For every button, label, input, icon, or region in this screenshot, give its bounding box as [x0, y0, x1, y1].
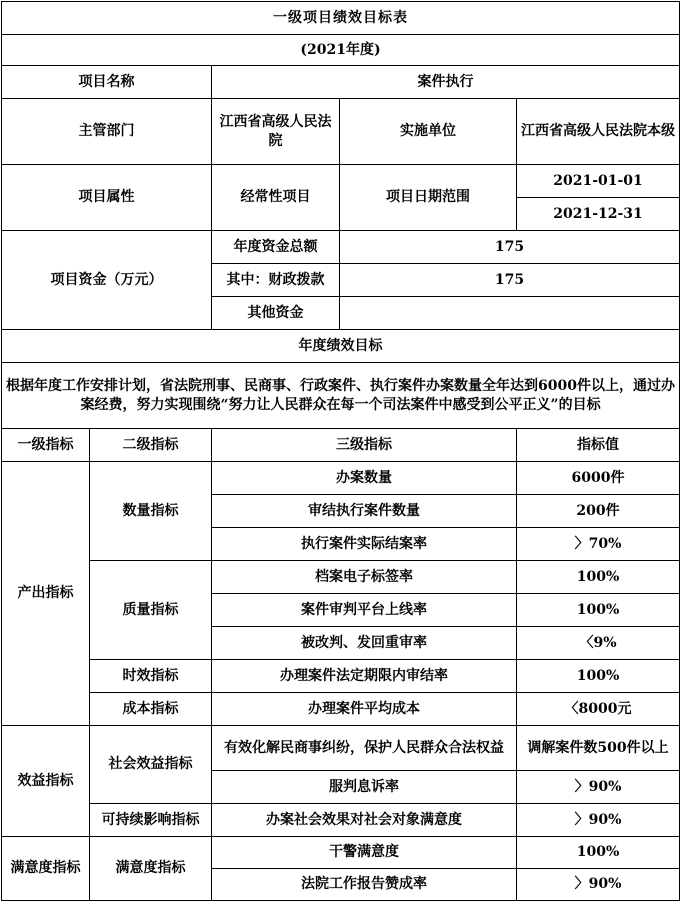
impl-label: 实施单位	[340, 99, 517, 165]
indicator-name: 档案电子标签率	[212, 561, 517, 594]
performance-goal-table	[1, 1, 680, 901]
header-level3: 三级指标	[212, 429, 517, 462]
fund-fiscal-label: 其中：财政拨款	[212, 264, 340, 297]
indicator-value: 200件	[517, 495, 680, 528]
impl-value: 江西省高级人民法院本级	[517, 99, 680, 165]
indicator-value: 100%	[517, 594, 680, 627]
indicator-value: 〉90%	[517, 804, 680, 837]
goal-text: 根据年度工作安排计划，省法院刑事、民商事、行政案件、执行案件办案数量全年达到6000件以上，通过办案经费，努力实现围绕“努力让人民群众在每一个司法案件中感受到公平正义”的目标	[2, 363, 680, 429]
indicator-name: 办理案件平均成本	[212, 693, 517, 726]
indicator-name: 服判息诉率	[212, 771, 517, 804]
indicator-name: 被改判、发回重审率	[212, 627, 517, 660]
table-title: 一级项目绩效目标表	[2, 2, 680, 35]
indicator-value: 〉90%	[517, 771, 680, 804]
dept-value: 江西省高级人民法院	[212, 99, 340, 165]
date-range-label: 项目日期范围	[340, 165, 517, 231]
header-level1: 一级指标	[2, 429, 90, 462]
indicator-value: 6000件	[517, 462, 680, 495]
level1-benefit: 效益指标	[2, 726, 90, 837]
indicator-name: 有效化解民商事纠纷，保护人民群众合法权益	[212, 726, 517, 771]
indicator-name: 办理案件法定期限内审结率	[212, 660, 517, 693]
indicator-name: 法院工作报告赞成率	[212, 869, 517, 901]
indicator-value: 〉70%	[517, 528, 680, 561]
goal-heading: 年度绩效目标	[2, 330, 680, 363]
level2-quantity: 数量指标	[90, 462, 212, 561]
attr-label: 项目属性	[2, 165, 212, 231]
indicator-value: 100%	[517, 837, 680, 869]
indicator-value: 〈9%	[517, 627, 680, 660]
fund-other-label: 其他资金	[212, 297, 340, 330]
indicator-name: 干警满意度	[212, 837, 517, 869]
level2-quality: 质量指标	[90, 561, 212, 660]
header-value: 指标值	[517, 429, 680, 462]
level2-timeliness: 时效指标	[90, 660, 212, 693]
indicator-name: 执行案件实际结案率	[212, 528, 517, 561]
level2-social: 社会效益指标	[90, 726, 212, 804]
indicator-name: 办案社会效果对社会对象满意度	[212, 804, 517, 837]
indicator-name: 办案数量	[212, 462, 517, 495]
level2-satisfaction: 满意度指标	[90, 837, 212, 901]
level1-output: 产出指标	[2, 462, 90, 726]
indicator-value: 100%	[517, 660, 680, 693]
level2-sustainable: 可持续影响指标	[90, 804, 212, 837]
indicator-value: 〉90%	[517, 869, 680, 901]
indicator-value: 〈8000元	[517, 693, 680, 726]
project-name-value: 案件执行	[212, 66, 680, 99]
level2-cost: 成本指标	[90, 693, 212, 726]
fund-label: 项目资金（万元）	[2, 231, 212, 330]
fund-total-label: 年度资金总额	[212, 231, 340, 264]
indicator-value: 100%	[517, 561, 680, 594]
indicator-name: 审结执行案件数量	[212, 495, 517, 528]
indicator-name: 案件审判平台上线率	[212, 594, 517, 627]
date-end: 2021-12-31	[517, 198, 680, 231]
indicator-value: 调解案件数500件以上	[517, 726, 680, 771]
year-label: (2021年度)	[2, 35, 680, 66]
dept-label: 主管部门	[2, 99, 212, 165]
fund-fiscal-value: 175	[340, 264, 680, 297]
fund-other-value	[340, 297, 680, 330]
attr-value: 经常性项目	[212, 165, 340, 231]
date-start: 2021-01-01	[517, 165, 680, 198]
level1-satisfaction: 满意度指标	[2, 837, 90, 901]
project-name-label: 项目名称	[2, 66, 212, 99]
fund-total-value: 175	[340, 231, 680, 264]
header-level2: 二级指标	[90, 429, 212, 462]
